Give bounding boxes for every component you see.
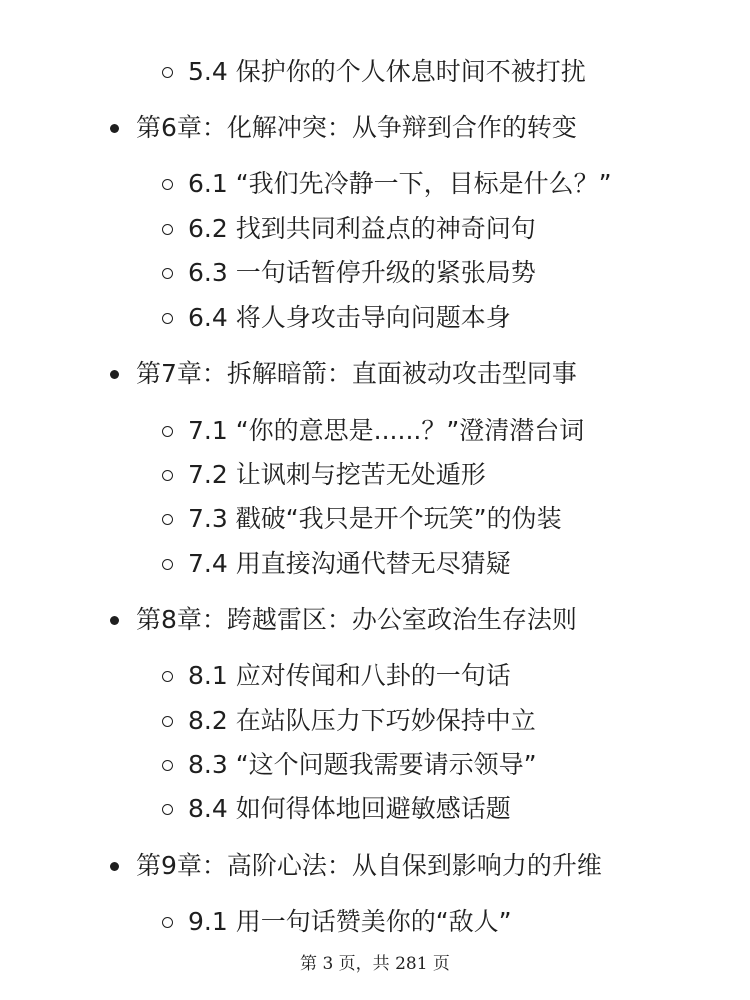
toc-item-label: 6.4 将人身攻击导向问题本身 bbox=[188, 303, 511, 332]
circle-bullet-icon bbox=[162, 559, 173, 570]
toc-item-label: 8.2 在站队压力下巧妙保持中立 bbox=[188, 706, 536, 735]
toc-item-7-1 bbox=[0, 411, 750, 451]
circle-bullet-icon bbox=[162, 760, 173, 771]
circle-bullet-icon bbox=[162, 179, 173, 190]
toc-item-9-1 bbox=[0, 902, 750, 942]
toc-chapter-label: 第9章：高阶心法：从自保到影响力的升维 bbox=[136, 851, 602, 880]
circle-bullet-icon bbox=[162, 716, 173, 727]
toc-chapter-9 bbox=[0, 846, 750, 886]
page-footer: 第 3 页，共 281 页 bbox=[300, 954, 450, 974]
circle-bullet-icon bbox=[162, 426, 173, 437]
toc-item-label: 7.3 戳破“我只是开个玩笑”的伪装 bbox=[188, 504, 562, 533]
toc-item-label: 6.3 一句话暂停升级的紧张局势 bbox=[188, 258, 536, 287]
toc-item-8-4 bbox=[0, 789, 750, 829]
toc-chapter-label: 第8章：跨越雷区：办公室政治生存法则 bbox=[136, 605, 577, 634]
toc-item-label: 7.4 用直接沟通代替无尽猜疑 bbox=[188, 549, 511, 578]
toc-chapter-6 bbox=[0, 108, 750, 148]
toc-item-label: 7.2 让讽刺与挖苦无处遁形 bbox=[188, 460, 486, 489]
toc-item-7-4 bbox=[0, 544, 750, 584]
toc-item-label: 6.1 “我们先冷静一下，目标是什么？” bbox=[188, 169, 612, 198]
circle-bullet-icon bbox=[162, 514, 173, 525]
toc-chapter-label: 第6章：化解冲突：从争辩到合作的转变 bbox=[136, 113, 577, 142]
circle-bullet-icon bbox=[162, 917, 173, 928]
circle-bullet-icon bbox=[162, 224, 173, 235]
toc-item-label: 8.3 “这个问题我需要请示领导” bbox=[188, 750, 537, 779]
circle-bullet-icon bbox=[162, 804, 173, 815]
circle-bullet-icon bbox=[162, 268, 173, 279]
toc-chapter-7 bbox=[0, 354, 750, 394]
toc-item-6-2 bbox=[0, 209, 750, 249]
toc-item-8-3 bbox=[0, 745, 750, 785]
toc-item-6-1 bbox=[0, 164, 750, 204]
toc-item-5-4 bbox=[0, 52, 750, 92]
disc-bullet-icon bbox=[110, 370, 119, 379]
disc-bullet-icon bbox=[110, 616, 119, 625]
circle-bullet-icon bbox=[162, 470, 173, 481]
toc-chapter-8 bbox=[0, 600, 750, 640]
circle-bullet-icon bbox=[162, 67, 173, 78]
toc-item-label: 6.2 找到共同利益点的神奇问句 bbox=[188, 214, 536, 243]
toc-item-7-3 bbox=[0, 499, 750, 539]
toc-item-label: 8.1 应对传闻和八卦的一句话 bbox=[188, 661, 511, 690]
toc-item-7-2 bbox=[0, 455, 750, 495]
toc-item-label: 9.1 用一句话赞美你的“敌人” bbox=[188, 907, 512, 936]
toc-item-6-4 bbox=[0, 298, 750, 338]
circle-bullet-icon bbox=[162, 313, 173, 324]
toc-item-8-1 bbox=[0, 656, 750, 696]
disc-bullet-icon bbox=[110, 862, 119, 871]
toc-item-label: 7.1 “你的意思是......？”澄清潜台词 bbox=[188, 416, 585, 445]
toc-item-8-2 bbox=[0, 701, 750, 741]
toc-item-label: 5.4 保护你的个人休息时间不被打扰 bbox=[188, 57, 586, 86]
disc-bullet-icon bbox=[110, 124, 119, 133]
toc-item-label: 8.4 如何得体地回避敏感话题 bbox=[188, 794, 511, 823]
toc-item-6-3 bbox=[0, 253, 750, 293]
toc-chapter-label: 第7章：拆解暗箭：直面被动攻击型同事 bbox=[136, 359, 577, 388]
circle-bullet-icon bbox=[162, 671, 173, 682]
